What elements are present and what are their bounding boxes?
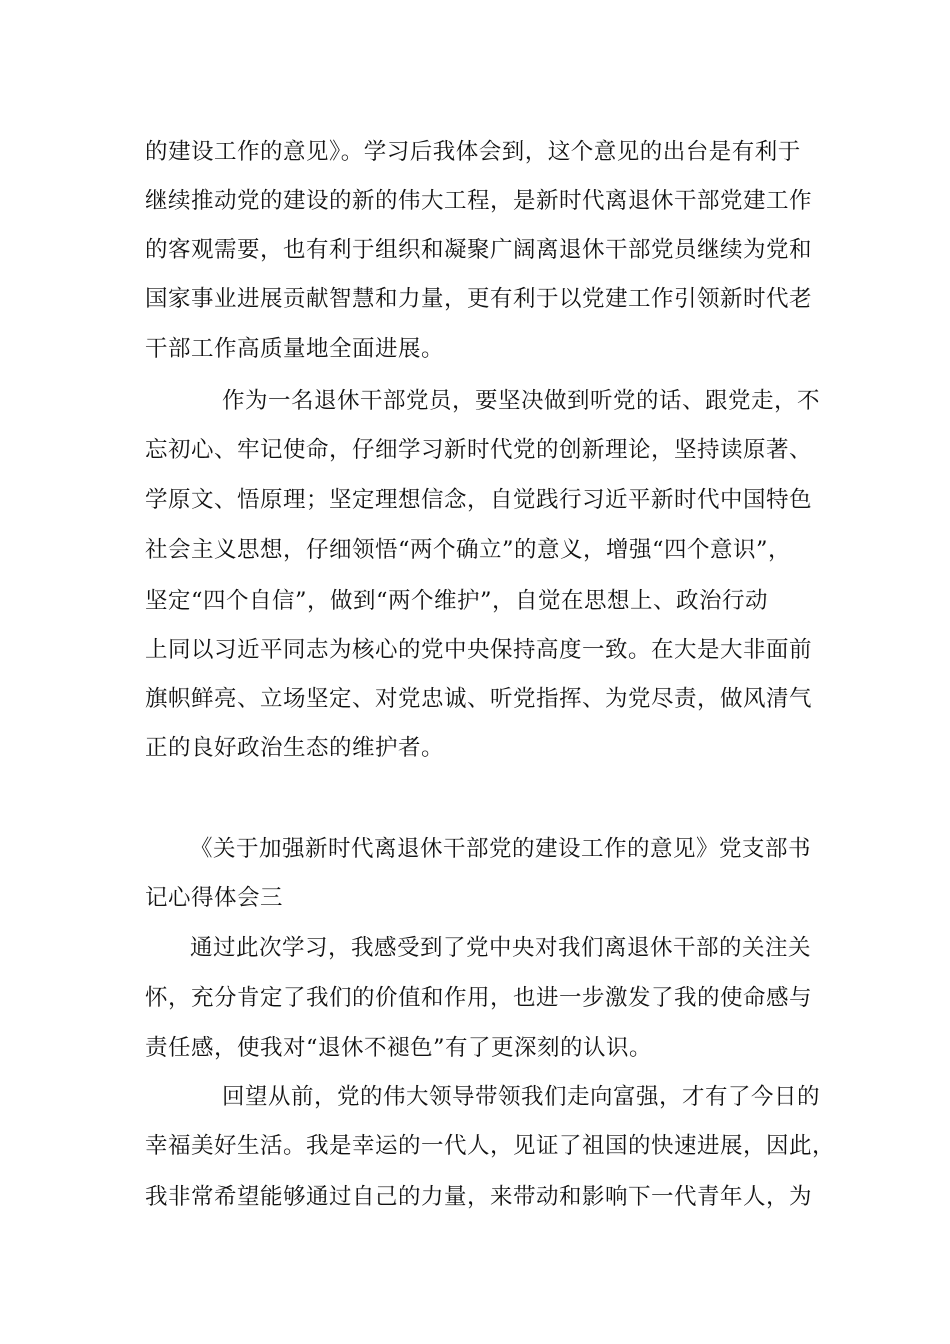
paragraph-line: 的客观需要，也有利于组织和凝聚广阔离退休干部党员继续为党和 — [145, 237, 813, 263]
paragraph-line: 学原文、悟原理；坚定理想信念，自觉践行习近平新时代中国特色 — [145, 487, 813, 513]
paragraph-line: 社会主义思想，仔细领悟“两个确立”的意义，增强“四个意识”， — [145, 537, 792, 563]
paragraph-line: 责任感，使我对“退休不褪色”有了更深刻的认识。 — [145, 1035, 653, 1061]
paragraph-line: 坚定“四个自信”，做到“两个维护”，自觉在思想上、政治行动 — [145, 588, 769, 614]
section-title: 《关于加强新时代离退休干部党的建设工作的意见》党支部书 — [190, 836, 812, 862]
paragraph-line: 继续推动党的建设的新的伟大工程，是新时代离退休干部党建工作 — [145, 188, 813, 214]
paragraph-line: 回望从前，党的伟大领导带领我们走向富强，才有了今日的 — [222, 1084, 821, 1110]
paragraph-line: 国家事业进展贡献智慧和力量，更有利于以党建工作引领新时代老 — [145, 286, 813, 312]
paragraph-line: 忘初心、牢记使命，仔细学习新时代党的创新理论，坚持读原著、 — [145, 437, 813, 463]
paragraph-line: 的建设工作的意见》。学习后我体会到，这个意见的出台是有利于 — [145, 139, 801, 165]
paragraph-line: 通过此次学习，我感受到了党中央对我们离退休干部的关注关 — [190, 935, 812, 961]
paragraph-line: 作为一名退休干部党员，要坚决做到听党的话、跟党走，不 — [222, 388, 821, 414]
paragraph-line: 干部工作高质量地全面进展。 — [145, 336, 445, 362]
paragraph-line: 正的良好政治生态的维护者。 — [145, 735, 445, 761]
section-title: 记心得体会三 — [145, 885, 284, 911]
paragraph-line: 我非常希望能够通过自己的力量，来带动和影响下一代青年人，为 — [145, 1184, 813, 1210]
paragraph-line: 幸福美好生活。我是幸运的一代人，见证了祖国的快速进展，因此， — [145, 1133, 836, 1159]
paragraph-line: 上同以习近平同志为核心的党中央保持高度一致。在大是大非面前 — [145, 637, 813, 663]
paragraph-line: 旗帜鲜亮、立场坚定、对党忠诚、听党指挥、为党尽责，做风清气 — [145, 686, 813, 712]
paragraph-line: 怀，充分肯定了我们的价值和作用，也进一步激发了我的使命感与 — [145, 985, 813, 1011]
